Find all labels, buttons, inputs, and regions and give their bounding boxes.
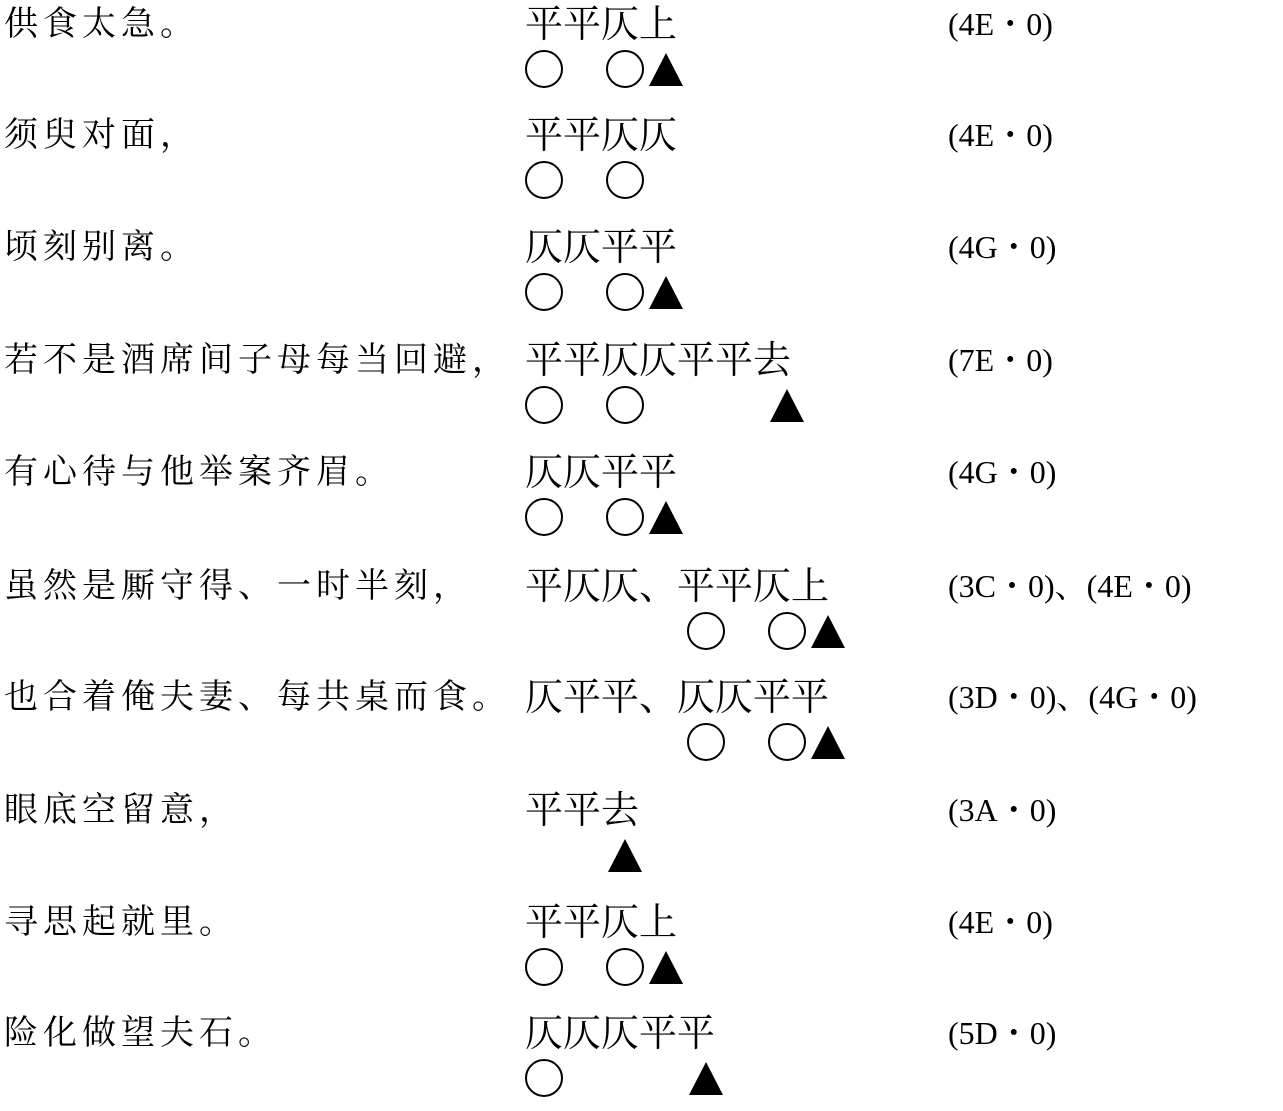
rhyme-marks [525,948,885,988]
triangle-mark-icon [768,386,806,424]
verse-line: 须臾对面， [4,115,199,155]
tone-pattern: 平平仄仄 [525,113,678,157]
tone-pattern: 仄仄仄平平 [525,1011,716,1055]
tone-pattern: 仄仄平平 [525,450,678,494]
triangle-mark-icon [809,723,847,761]
meter-code: (7E・0) [948,342,1053,378]
tone-pattern: 平平仄仄平平去 [525,338,792,382]
meter-code: (5D・0) [948,1015,1057,1051]
meter-code: (4E・0) [948,904,1053,940]
meter-code: (3A・0) [948,792,1057,828]
circle-mark-icon [606,273,644,311]
circle-mark-icon [606,161,644,199]
verse-row [0,1011,1283,1111]
meter-code: (4E・0) [948,6,1053,42]
rhyme-marks [525,273,885,313]
circle-mark-icon [687,723,725,761]
rhyme-marks [525,836,885,876]
verse-row [0,2,1283,102]
circle-mark-icon [525,948,563,986]
rhyme-marks [525,612,885,652]
circle-mark-icon [525,161,563,199]
verse-row [0,564,1283,664]
triangle-mark-icon [687,1059,725,1097]
circle-mark-icon [606,50,644,88]
triangle-mark-icon [647,273,685,311]
rhyme-marks [525,498,885,538]
rhyme-marks [525,386,885,426]
tone-pattern: 仄仄平平 [525,225,678,269]
rhyme-marks [525,161,885,201]
verse-row [0,225,1283,325]
tone-pattern: 平平去 [525,788,640,832]
meter-code: (3C・0)、(4E・0) [948,568,1192,604]
circle-mark-icon [768,723,806,761]
rhyme-marks [525,723,885,763]
tone-pattern: 平平仄上 [525,900,678,944]
triangle-mark-icon [647,498,685,536]
tone-pattern: 平仄仄、平平仄上 [525,564,830,608]
triangle-mark-icon [809,612,847,650]
triangle-mark-icon [647,948,685,986]
tone-pattern: 平平仄上 [525,2,678,46]
rhyme-marks [525,50,885,90]
verse-row [0,338,1283,438]
circle-mark-icon [768,612,806,650]
verse-line: 供食太急。 [4,4,199,44]
meter-code: (4E・0) [948,117,1053,153]
meter-code: (3D・0)、(4G・0) [948,679,1197,715]
verse-line: 有心待与他举案齐眉。 [4,452,394,492]
verse-line: 险化做望夫石。 [4,1013,277,1053]
verse-row [0,450,1283,550]
verse-row [0,113,1283,213]
triangle-mark-icon [647,50,685,88]
verse-line: 若不是酒席间子母每当回避， [4,340,511,380]
verse-line: 虽然是厮守得、一时半刻， [4,566,472,606]
circle-mark-icon [525,386,563,424]
verse-line: 眼底空留意， [4,790,238,830]
verse-row [0,675,1283,775]
verse-line: 顷刻别离。 [4,227,199,267]
circle-mark-icon [525,498,563,536]
meter-code: (4G・0) [948,229,1057,265]
verse-row [0,788,1283,888]
triangle-mark-icon [606,836,644,874]
rhyme-marks [525,1059,885,1099]
circle-mark-icon [606,386,644,424]
meter-code: (4G・0) [948,454,1057,490]
circle-mark-icon [606,498,644,536]
circle-mark-icon [525,50,563,88]
verse-line: 寻思起就里。 [4,902,238,942]
circle-mark-icon [606,948,644,986]
circle-mark-icon [687,612,725,650]
verse-row [0,900,1283,1000]
tone-pattern: 仄平平、仄仄平平 [525,675,830,719]
circle-mark-icon [525,273,563,311]
circle-mark-icon [525,1059,563,1097]
verse-line: 也合着俺夫妻、每共桌而食。 [4,677,511,717]
